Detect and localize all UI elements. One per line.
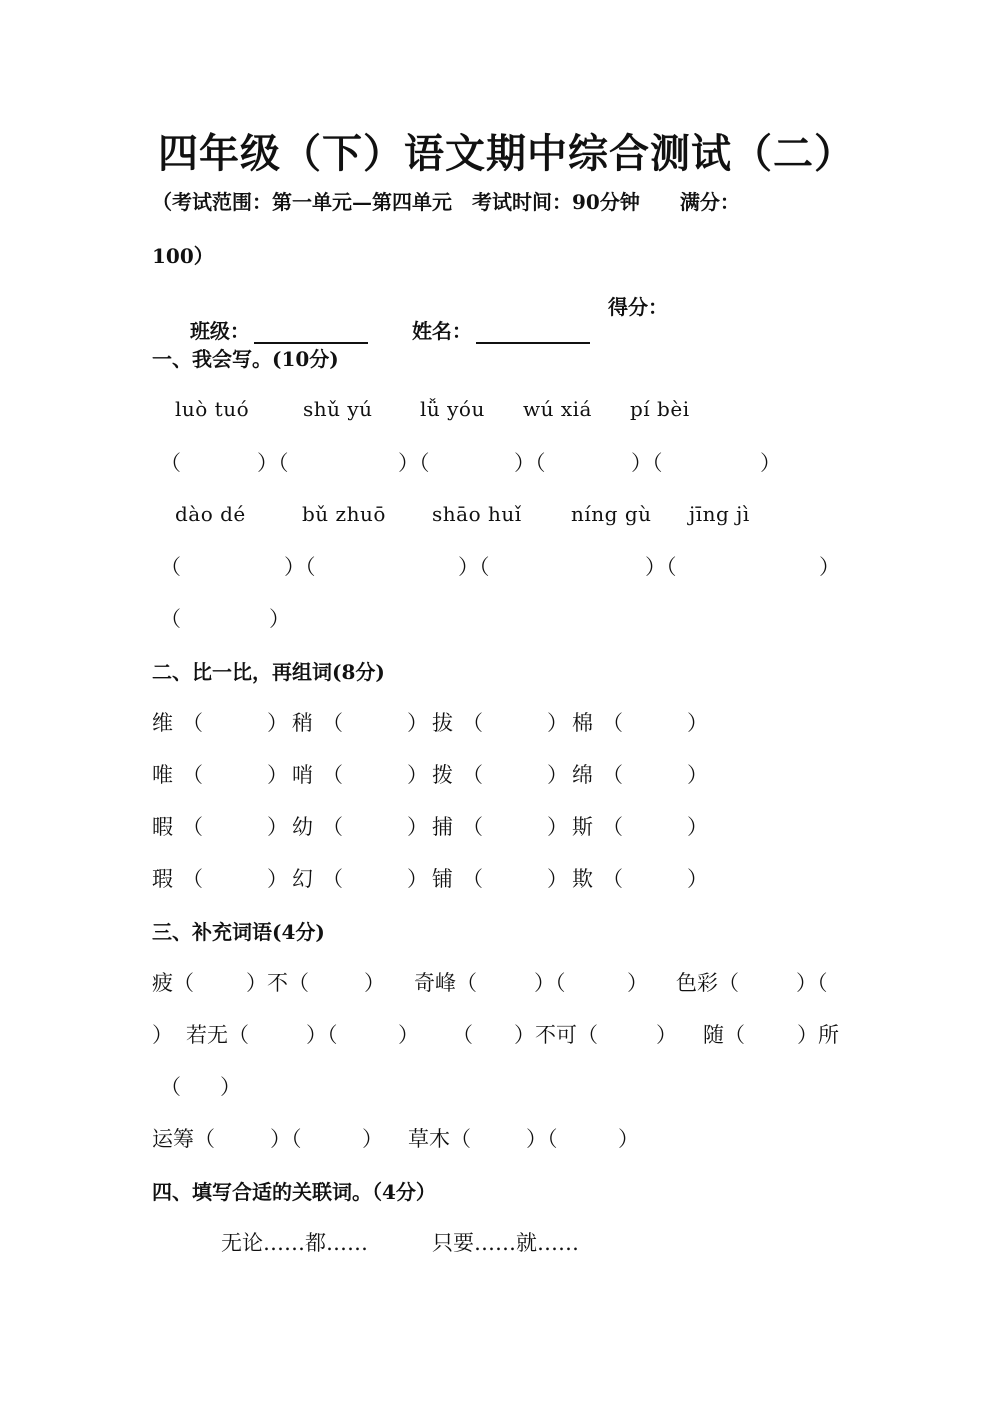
- paren: ）: [267, 763, 288, 787]
- paren: ）: [760, 451, 781, 475]
- paren: ）: [407, 815, 428, 839]
- compare-char: 铺: [432, 867, 453, 891]
- paren: ）（: [645, 555, 677, 579]
- compare-char: 斯: [572, 815, 593, 839]
- paren: （: [322, 815, 343, 839]
- compare-char: 幼: [292, 815, 313, 839]
- class-blank[interactable]: [254, 320, 368, 344]
- idiom-fragment: ）: [152, 1023, 173, 1047]
- paren: （: [602, 867, 623, 891]
- pinyin-item: jīng jì: [689, 502, 750, 526]
- paren: （: [462, 815, 483, 839]
- name-field: [398, 291, 590, 344]
- idiom-fragment: ）（: [534, 971, 566, 995]
- idiom-fragment: ）: [362, 1127, 383, 1151]
- pinyin-item: níng gù: [571, 502, 652, 526]
- paren: （: [462, 763, 483, 787]
- idiom-fragment: ）（: [796, 971, 828, 995]
- compare-char: 暇: [152, 815, 173, 839]
- idiom-fragment: （: [452, 1023, 473, 1047]
- compare-char: 拔: [432, 711, 453, 735]
- compare-char: 稍: [292, 711, 313, 735]
- compare-char: 捕: [432, 815, 453, 839]
- paren: ）: [267, 711, 288, 735]
- section3-heading: 三、补充词语(4分): [152, 920, 325, 944]
- paren: （: [602, 815, 623, 839]
- paren: （: [182, 867, 203, 891]
- idiom-fragment: （: [160, 1075, 181, 1099]
- paren: ）: [267, 815, 288, 839]
- paren: ）（: [631, 451, 663, 475]
- conjunction-option: 无论……都……: [221, 1231, 368, 1255]
- paren: （: [462, 711, 483, 735]
- idiom-fragment: 奇峰（: [414, 971, 477, 995]
- paren: （: [322, 711, 343, 735]
- page-title: 四年级（下）语文期中综合测试（二）: [158, 130, 855, 177]
- paren: ）: [269, 607, 290, 631]
- paren: （: [462, 867, 483, 891]
- paren: ）: [819, 555, 840, 579]
- compare-char: 拨: [432, 763, 453, 787]
- paren: ）（: [257, 451, 289, 475]
- paren: ）: [407, 711, 428, 735]
- paren: （: [160, 451, 181, 475]
- pinyin-item: luò tuó: [175, 397, 250, 421]
- idiom-fragment: ）: [398, 1023, 419, 1047]
- compare-char: 幻: [292, 867, 313, 891]
- paren: ）: [687, 815, 708, 839]
- compare-char: 绵: [572, 763, 593, 787]
- paren: （: [182, 815, 203, 839]
- paren: ）: [407, 867, 428, 891]
- idiom-fragment: 疲（: [152, 971, 194, 995]
- paren: ）: [547, 711, 568, 735]
- compare-char: 唯: [152, 763, 173, 787]
- pinyin-item: shāo huǐ: [432, 502, 522, 526]
- idiom-fragment: 运筹（: [152, 1127, 215, 1151]
- paren: （: [182, 763, 203, 787]
- idiom-fragment: ）所: [797, 1023, 839, 1047]
- compare-char: 瑕: [152, 867, 173, 891]
- paren: ）（: [284, 555, 316, 579]
- idiom-fragment: 随（: [703, 1023, 745, 1047]
- idiom-fragment: ）: [220, 1075, 241, 1099]
- idiom-fragment: ）（: [270, 1127, 302, 1151]
- idiom-fragment: ）: [627, 971, 648, 995]
- idiom-fragment: 草木（: [408, 1127, 471, 1151]
- paren: ）: [687, 763, 708, 787]
- idiom-fragment: ）: [656, 1023, 677, 1047]
- paren: ）: [547, 763, 568, 787]
- pinyin-item: bǔ zhuō: [302, 502, 386, 526]
- section4-heading: 四、填写合适的关联词。（4分）: [152, 1180, 436, 1204]
- pinyin-item: dào dé: [175, 502, 246, 526]
- compare-char: 欺: [572, 867, 593, 891]
- paren: （: [182, 711, 203, 735]
- idiom-fragment: 若无（: [186, 1023, 249, 1047]
- conjunction-option: 只要……就……: [432, 1231, 579, 1255]
- class-field: [176, 291, 368, 344]
- paren: ）: [687, 711, 708, 735]
- pinyin-item: lǚ yóu: [420, 397, 485, 421]
- paren: ）: [687, 867, 708, 891]
- paren: （: [160, 607, 181, 631]
- score-label: 得分：: [608, 295, 668, 319]
- compare-char: 哨: [292, 763, 313, 787]
- paren: ）（: [398, 451, 430, 475]
- name-blank[interactable]: [476, 320, 590, 344]
- name-label: 姓名：: [411, 319, 472, 343]
- idiom-fragment: ）不（: [246, 971, 309, 995]
- paren: （: [602, 711, 623, 735]
- idiom-fragment: ）（: [306, 1023, 338, 1047]
- section2-heading: 二、比一比，再组词(8分): [152, 660, 385, 684]
- paren: ）（: [514, 451, 546, 475]
- idiom-fragment: ）不可（: [514, 1023, 598, 1047]
- exam-info-line1: （考试范围：第一单元—第四单元 考试时间：90分钟 满分：: [152, 190, 740, 214]
- compare-char: 维: [152, 711, 173, 735]
- section1-heading: 一、我会写。(10分): [152, 347, 339, 371]
- pinyin-item: pí bèi: [630, 397, 690, 421]
- paren: （: [602, 763, 623, 787]
- paren: （: [322, 867, 343, 891]
- pinyin-item: wú xiá: [523, 397, 592, 421]
- paren: ）: [407, 763, 428, 787]
- idiom-fragment: 色彩（: [676, 971, 739, 995]
- pinyin-item: shǔ yú: [303, 397, 373, 421]
- idiom-fragment: ）: [364, 971, 385, 995]
- paren: ）（: [458, 555, 490, 579]
- paren: ）: [547, 815, 568, 839]
- paren: ）: [267, 867, 288, 891]
- idiom-fragment: ）（: [526, 1127, 558, 1151]
- paren: （: [160, 555, 181, 579]
- class-label: 班级：: [189, 319, 250, 343]
- paren: （: [322, 763, 343, 787]
- exam-info-line2: 100）: [152, 244, 214, 268]
- idiom-fragment: ）: [618, 1127, 639, 1151]
- compare-char: 棉: [572, 711, 593, 735]
- paren: ）: [547, 867, 568, 891]
